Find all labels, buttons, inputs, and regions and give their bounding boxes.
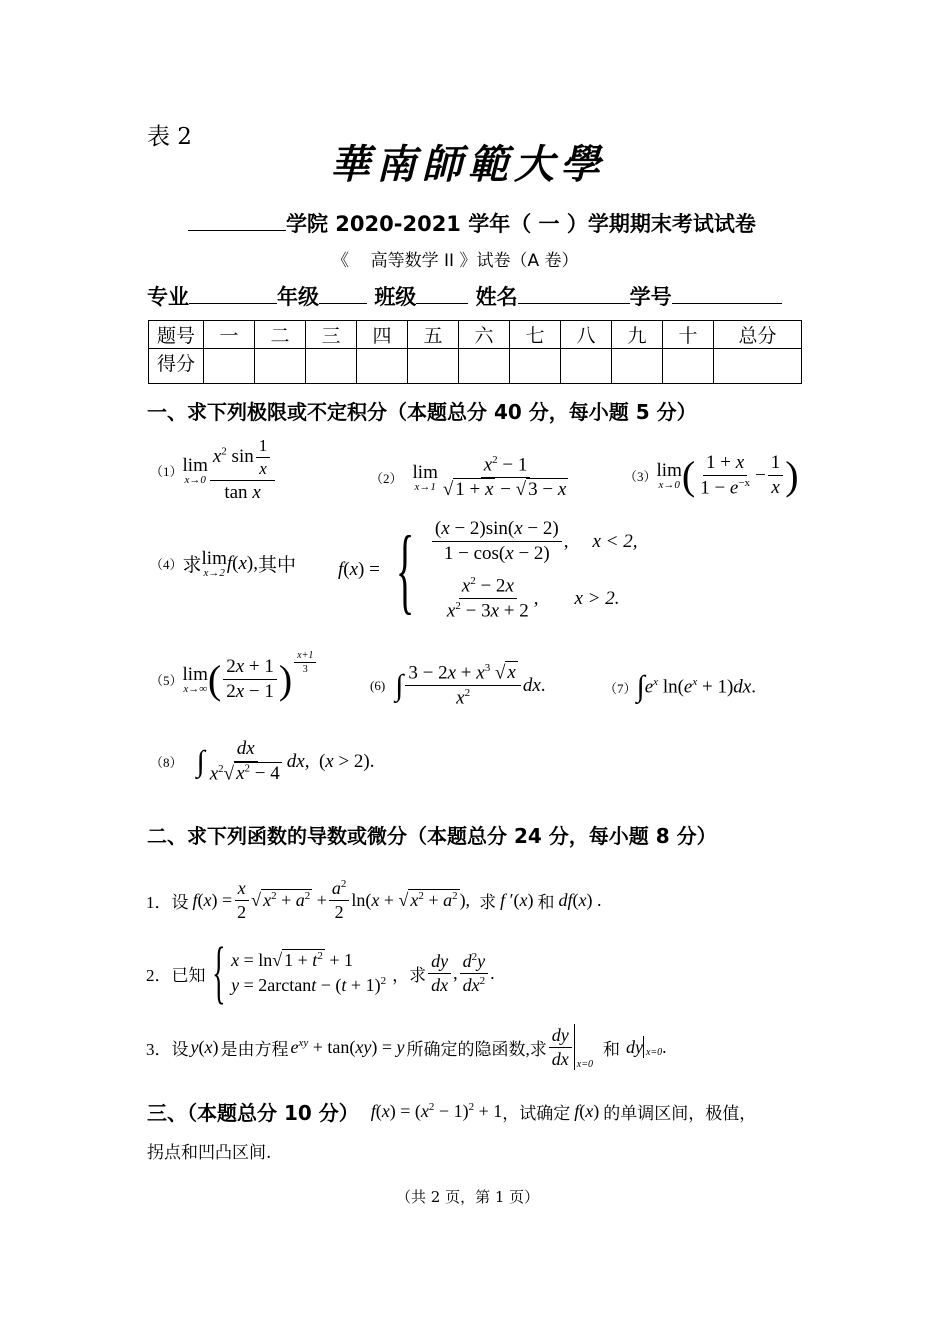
score-cell[interactable] bbox=[612, 349, 663, 384]
question-label: 3．设 bbox=[146, 1039, 189, 1059]
question-label: （8） bbox=[150, 755, 183, 771]
question-1-7: （7） ∫ $e^x$ $\ln(e^x + 1)dx$. bbox=[604, 670, 756, 703]
q2-ask: ，求 bbox=[392, 965, 427, 985]
section2-title: 二、求下列函数的导数或微分（本题总分 24 分，每小题 8 分） bbox=[147, 824, 717, 848]
question-label: 2．已知 bbox=[146, 965, 206, 985]
score-cell[interactable] bbox=[459, 349, 510, 384]
table-header-cell: 一 bbox=[204, 321, 255, 349]
question-1-3: （3） lim x→0 ( $\frac{1 + x}{1 - e^{-x}}$ − $\frac{1}{x}$ ) bbox=[624, 452, 799, 499]
table-header-cell: 二 bbox=[255, 321, 306, 349]
table-header-cell: 十 bbox=[663, 321, 714, 349]
section3-line1: 三、（本题总分 10 分） $f(x) = (x^2 - 1)^2 + 1$ ，试确定 f(x) 的单调区间，极值， bbox=[147, 1097, 756, 1126]
q4-mid: 其中 bbox=[258, 555, 297, 576]
question-label: (6) bbox=[370, 677, 386, 693]
q3-and: 和 bbox=[602, 1039, 620, 1059]
logo-calligraphy-text: 華南師範大學 bbox=[330, 141, 606, 188]
score-cell[interactable] bbox=[510, 349, 561, 384]
table-header-cell: 八 bbox=[561, 321, 612, 349]
question-2-1: 1．设 f(x) = $\frac{x}{2}$ √ $x^2 + a^2$ + $\frac{a^2}{2}$ ln(x + √ $x^2 + a^2$ ), 求 f ′(x) 和 df(x) . bbox=[146, 878, 602, 922]
question-label: 1．设 bbox=[146, 893, 189, 912]
table-header-cell: 六 bbox=[459, 321, 510, 349]
table-header-cell: 四 bbox=[357, 321, 408, 349]
name-blank[interactable] bbox=[518, 283, 630, 304]
question-label: （7） bbox=[604, 680, 637, 696]
table-header-cell: 五 bbox=[408, 321, 459, 349]
student-id-blank[interactable] bbox=[672, 283, 782, 304]
question-1-5: （5） lim x→∞ ( $\frac{2x + 1}{2x - 1}$ ) $\frac{x+1}{3}$ bbox=[150, 656, 318, 703]
score-cell[interactable] bbox=[306, 349, 357, 384]
score-cell[interactable] bbox=[255, 349, 306, 384]
student-id-label: 学号 bbox=[629, 285, 672, 309]
question-1-2: （2） lim x→1 $\frac{x^2 - 1}{√ 1 + x - √ 3 - x}$ bbox=[370, 454, 567, 501]
major-label: 专业 bbox=[147, 285, 189, 309]
score-table-score-row bbox=[149, 349, 802, 384]
piecewise-function: f(x) = { $\frac{(x - 2)\sin(x - 2)}{1 - \cos(x - 2)}$ , x < 2, $\frac{x^2 - 2x}{x^2 - 3x + 2}$ , x > 2. bbox=[338, 516, 638, 624]
question-label: （1） bbox=[150, 463, 183, 479]
score-table bbox=[148, 320, 802, 384]
case2-condition: x > 2. bbox=[574, 587, 620, 609]
class-label: 班级 bbox=[374, 285, 417, 309]
table-header-cell: 三 bbox=[306, 321, 357, 349]
question-label: （3） bbox=[624, 469, 657, 485]
question-label: （5） bbox=[150, 673, 183, 688]
table-header-cell: 九 bbox=[612, 321, 663, 349]
class-blank[interactable] bbox=[416, 283, 468, 304]
case1-condition: x < 2, bbox=[592, 530, 638, 552]
score-cell[interactable] bbox=[204, 349, 255, 384]
q4-prefix: 求 bbox=[182, 555, 202, 576]
score-cell[interactable] bbox=[561, 349, 612, 384]
q1-and: 和 bbox=[537, 893, 555, 912]
grade-label: 年级 bbox=[277, 285, 319, 309]
college-blank[interactable] bbox=[188, 208, 286, 231]
question-2-3: 3．设 y(x) 是由方程 $e^{xy} + \tan(xy) = y$ 所确定的隐函数,求 $\frac{dy}{dx}$ x=0 和 dy x=0 . bbox=[146, 1024, 667, 1070]
table-header-cell: 题号 bbox=[149, 321, 204, 349]
section3-title: 三、（本题总分 10 分） bbox=[147, 1101, 359, 1125]
q3-text2: 所确定的隐函数,求 bbox=[406, 1039, 547, 1059]
q1-ask: 求 bbox=[479, 893, 497, 912]
major-blank[interactable] bbox=[189, 283, 277, 304]
table-header-cell: 总分 bbox=[714, 321, 802, 349]
table-header-cell: 七 bbox=[510, 321, 561, 349]
table-label: 表 2 bbox=[147, 124, 192, 150]
question-2-2: 2．已知 { x = ln√ $1 + t^2 + 1$ $y = 2\arctan t - (t + 1)^2$ ，求 $\frac{dy}{dx}$ , $\frac{d^2y}{dx^2}$ . bbox=[146, 934, 495, 1011]
score-cell[interactable] bbox=[714, 349, 802, 384]
section3-text2: 的单调区间，极值， bbox=[603, 1104, 757, 1124]
question-1-8: （8） ∫ $\frac{dx}{x^2√ x^2 - 4}$ dx, (x > 2). bbox=[150, 738, 375, 785]
question-1-4: （4） 求 lim x→2 f(x), 其中 bbox=[150, 548, 297, 579]
question-1-6: (6) ∫ $\frac{3 - 2x + x^3 √ x}{x^2}$ dx . bbox=[370, 662, 546, 709]
q3-text1: 是由方程 bbox=[220, 1039, 289, 1059]
score-table-header-row bbox=[149, 321, 802, 349]
question-label: （4） bbox=[150, 557, 183, 572]
score-cell[interactable] bbox=[408, 349, 459, 384]
question-1-1: （1） lim x→0 $x^2$ sin $\frac{1}{x}$ tan x bbox=[150, 436, 277, 504]
name-label: 姓名 bbox=[475, 285, 518, 309]
score-label-cell: 得分 bbox=[149, 349, 204, 384]
exam-title-line bbox=[188, 208, 756, 238]
paper-title: 《 高等数学 II 》试卷（A 卷） bbox=[332, 251, 579, 271]
exam-title: 学院 2020-2021 学年（ 一 ）学期期末考试试卷 bbox=[286, 212, 756, 236]
section3-text3: 拐点和凹凸区间. bbox=[147, 1143, 272, 1163]
score-cell[interactable] bbox=[663, 349, 714, 384]
section3-text1: ，试确定 bbox=[502, 1104, 571, 1124]
grade-blank[interactable] bbox=[319, 283, 367, 304]
student-info-line bbox=[147, 281, 782, 311]
score-cell[interactable] bbox=[357, 349, 408, 384]
question-label: （2） bbox=[370, 471, 403, 487]
page-footer: （共 2 页，第 1 页） bbox=[396, 1188, 540, 1206]
section1-title: 一、求下列极限或不定积分（本题总分 40 分，每小题 5 分） bbox=[147, 400, 697, 424]
university-logo bbox=[330, 140, 630, 188]
